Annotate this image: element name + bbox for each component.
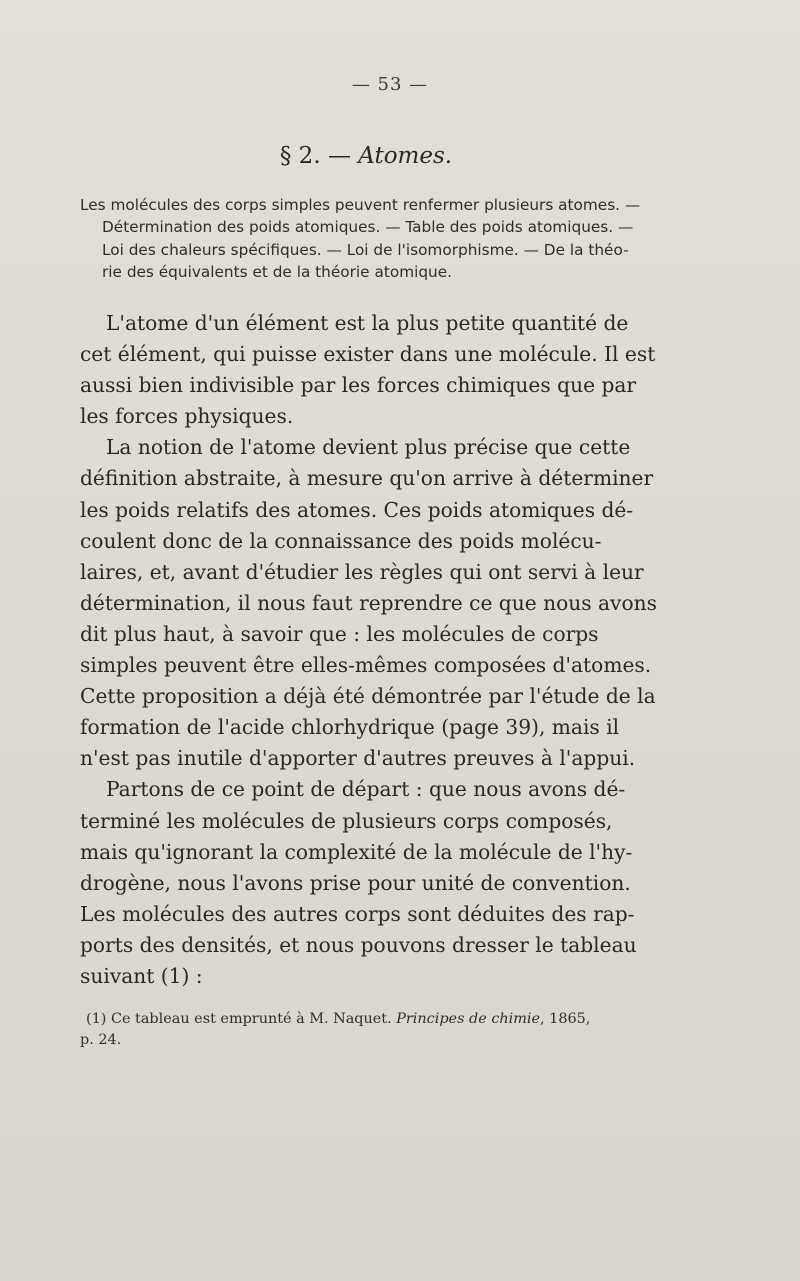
section-number: § 2. — — [279, 143, 351, 169]
summary-line: rie des équivalents et de la théorie atomique. — [102, 262, 453, 281]
section-title: Atomes. — [358, 143, 453, 169]
paragraph-line: suivant (1) : — [80, 963, 203, 988]
paragraph-line: dit plus haut, à savoir que : les molécules de corps — [80, 621, 599, 646]
footnote-book-title: Principes de chimie — [396, 1011, 541, 1027]
paragraph-line: cet élément, qui puisse exister dans une molécule. Il est — [80, 342, 656, 367]
summary-line: Loi des chaleurs spécifiques. — Loi de l'isomorphisme. — De la théo- — [102, 240, 629, 259]
section-summary — [80, 194, 650, 283]
paragraph-line: simples peuvent être elles-mêmes composées d'atomes. — [80, 653, 652, 678]
paragraph-line: aussi bien indivisible par les forces chimiques que par — [80, 373, 637, 398]
paragraph-line: La notion de l'atome devient plus précise que cette — [106, 435, 631, 460]
summary-line: Les molécules des corps simples peuvent renfermer plusieurs atomes. — — [80, 196, 641, 214]
paragraph-line: coulent donc de la connaissance des poids molécu- — [80, 528, 602, 553]
summary-line: Détermination des poids atomiques. — Table des poids atomiques. — — [102, 218, 634, 237]
paragraph-line: n'est pas inutile d'apporter d'autres preuves à l'appui. — [80, 746, 636, 771]
page-number: — 53 — — [351, 74, 429, 95]
paragraph-line: drogène, nous l'avons prise pour unité de convention. — [80, 870, 631, 895]
paragraph-line: terminé les molécules de plusieurs corps composés, — [80, 808, 613, 833]
paragraph-line: ports des densités, et nous pouvons dresser le tableau — [80, 932, 637, 957]
section-heading — [0, 143, 732, 169]
paragraph-line: laires, et, avant d'étudier les règles qui ont servi à leur — [80, 559, 644, 584]
paragraph-line: définition abstraite, à mesure qu'on arrive à déterminer — [80, 466, 654, 491]
footnote — [80, 1009, 652, 1051]
paragraph-line: détermination, il nous faut reprendre ce que nous avons — [80, 590, 657, 615]
body-text — [80, 308, 657, 992]
paragraph-line: mais qu'ignorant la complexité de la molécule de l'hy- — [80, 839, 633, 864]
footnote-line: p. 24. — [80, 1032, 122, 1048]
paragraph-line: les forces physiques. — [80, 404, 294, 429]
footnote-text: (1) Ce tableau est emprunté à M. Naquet. — [86, 1011, 397, 1027]
footnote-line — [80, 1009, 652, 1030]
paragraph-line: Partons de ce point de départ : que nous avons dé- — [106, 777, 626, 802]
paragraph-line: les poids relatifs des atomes. Ces poids atomiques dé- — [80, 497, 634, 522]
footnote-text: , 1865, — [540, 1011, 591, 1027]
paragraph-line: formation de l'acide chlorhydrique (page 39), mais il — [80, 715, 620, 740]
paragraph-line: L'atome d'un élément est la plus petite quantité de — [106, 311, 629, 335]
paragraph-line: Cette proposition a déjà été démontrée par l'étude de la — [80, 684, 656, 709]
paragraph-line: Les molécules des autres corps sont déduites des rap- — [80, 901, 635, 926]
